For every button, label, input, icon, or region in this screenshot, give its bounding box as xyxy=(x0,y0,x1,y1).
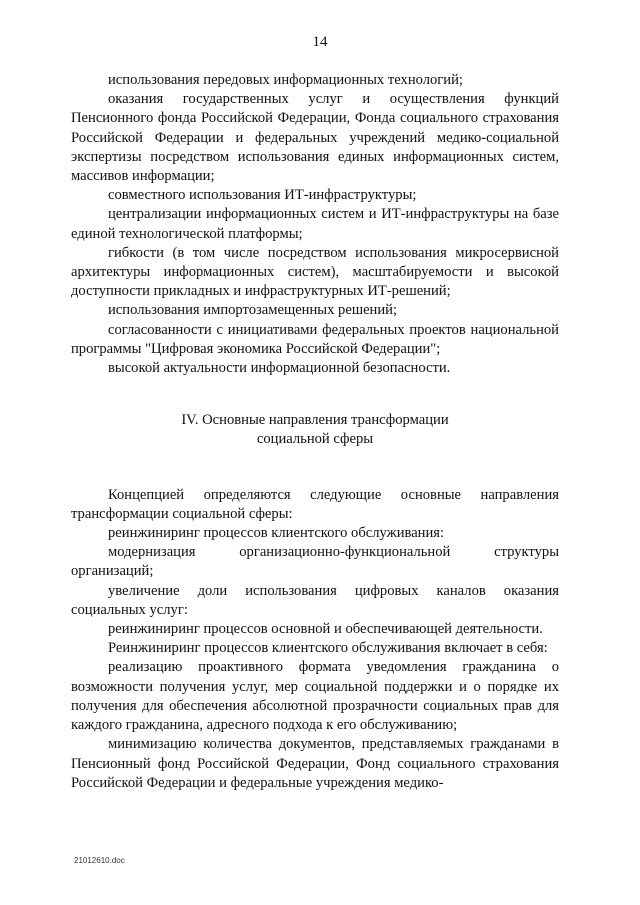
paragraph: гибкости (в том числе посредством использования микросервисной архитектуры информационных систем), масштабируемости и высокой доступности прикладных и инфраструктурных ИТ-решений; xyxy=(71,244,559,300)
paragraph: совместного использования ИТ-инфраструктуры; xyxy=(108,187,417,204)
paragraph: Реинжиниринг процессов клиентского обслуживания включает в себя: xyxy=(108,640,548,657)
footer-filename: 21012610.doc xyxy=(74,856,125,865)
paragraph: Концепцией определяются следующие основные направления трансформации социальной сферы: xyxy=(71,486,559,522)
paragraph: модернизация организационно-функциональной структуры организаций; xyxy=(71,544,559,580)
paragraph: увеличение доли использования цифровых каналов оказания социальных услуг: xyxy=(71,582,559,618)
document-body xyxy=(71,71,559,793)
paragraph: согласованности с инициативами федеральных проектов национальной программы "Цифровая экономика Российской Федерации"; xyxy=(71,321,559,357)
section-heading-line-2: социальной сферы xyxy=(256,431,374,448)
paragraph: централизации информационных систем и ИТ-инфраструктуры на базе единой технологической платформы; xyxy=(71,206,559,242)
paragraph: использования импортозамещенных решений; xyxy=(108,302,398,319)
paragraph: оказания государственных услуг и осуществления функций Пенсионного фонда Российской Федерации, Фонда социального страхования Российской Федерации и федеральных учреждений медико-социальной экспертизы посредством использования единых информационных систем, массивов информации; xyxy=(71,91,559,185)
paragraph: высокой актуальности информационной безопасности. xyxy=(108,360,451,377)
section-heading xyxy=(71,411,559,449)
page-number: 14 xyxy=(312,34,328,50)
paragraph: реинжиниринг процессов клиентского обслуживания: xyxy=(108,525,445,542)
paragraph: реализацию проактивного формата уведомления гражданина о возможности получения услуг, мер социальной поддержки и о порядке их получения для обеспечения абсолютной прозрачности социальных прав для каждого гражданина, адресного подхода к его обслуживанию; xyxy=(71,659,559,734)
paragraph: минимизацию количества документов, представляемых гражданами в Пенсионный фонд Российской Федерации, Фонд социального страхования Российской Федерации и федеральные учреждения медико- xyxy=(71,736,559,791)
section-heading-line-1: IV. Основные направления трансформации xyxy=(181,412,449,429)
paragraph: реинжиниринг процессов основной и обеспечивающей деятельности. xyxy=(108,621,543,638)
paragraph: использования передовых информационных технологий; xyxy=(108,72,463,88)
